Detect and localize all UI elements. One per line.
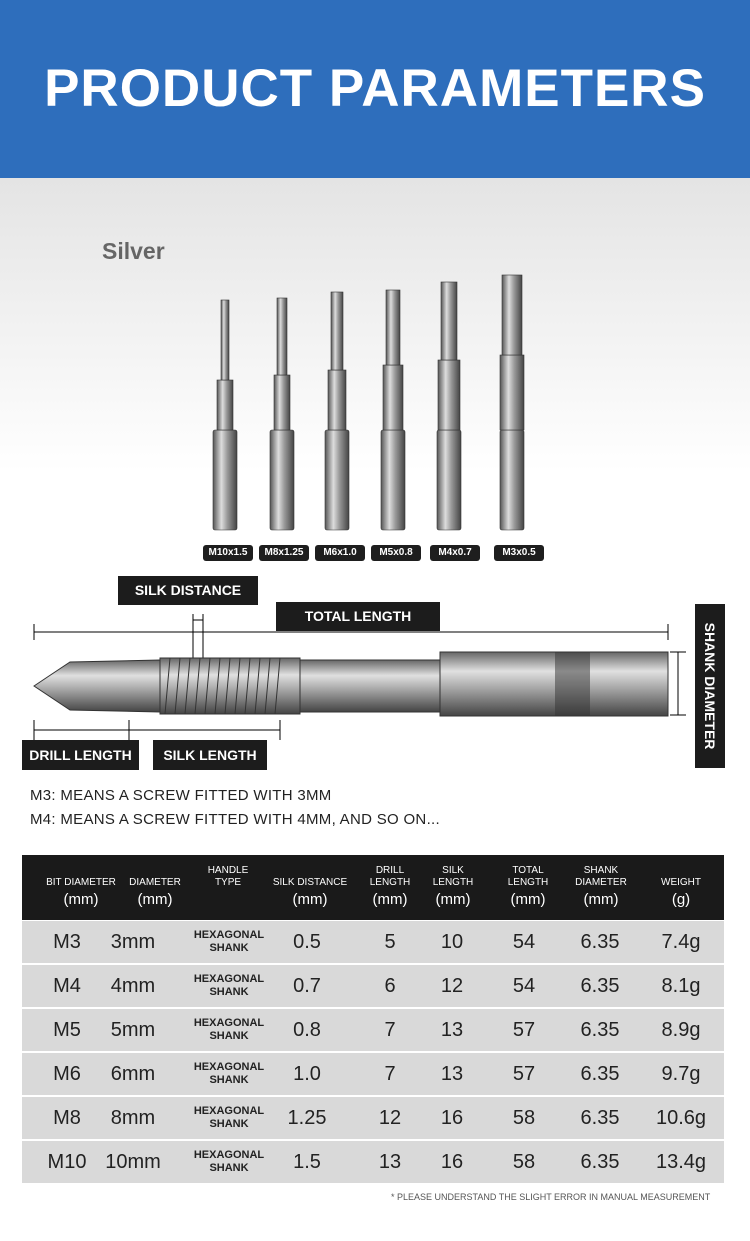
cell-silk-length: 12	[440, 975, 464, 997]
cell-total-length: 54	[512, 931, 536, 953]
cell-diameter: 4mm	[110, 975, 156, 997]
bit-m4	[437, 282, 461, 530]
cell-bit-diameter: M8	[53, 1107, 81, 1129]
bit-m8	[270, 298, 294, 530]
size-label-m10: M10x1.5	[203, 545, 253, 561]
cell-shank-diameter: 6.35	[580, 1019, 620, 1041]
shank-section	[300, 660, 440, 712]
size-label-m5: M5x0.8	[371, 545, 421, 561]
silk-distance-label: SILK DISTANCE	[118, 576, 258, 605]
cell-total-length: 54	[512, 975, 536, 997]
cell-bit-diameter: M3	[53, 931, 81, 953]
table-row	[22, 1053, 724, 1096]
bit-m3	[500, 275, 524, 530]
cell-weight: 8.1g	[661, 975, 701, 997]
header-handle-type: HANDLE TYPE	[207, 865, 249, 888]
measurement-footnote: * PLEASE UNDERSTAND THE SLIGHT ERROR IN MANUAL MEASUREMENT	[391, 1192, 711, 1202]
drill-tip	[34, 660, 160, 712]
cell-silk-length: 13	[440, 1063, 464, 1085]
cell-shank-diameter: 6.35	[580, 1063, 620, 1085]
size-label-m4: M4x0.7	[430, 545, 480, 561]
drill-length-label: DRILL LENGTH	[22, 740, 139, 770]
cell-silk-distance: 1.0	[293, 1063, 321, 1085]
cell-silk-distance: 0.8	[293, 1019, 321, 1041]
cell-diameter: 6mm	[110, 1063, 156, 1085]
cell-silk-distance: 1.25	[287, 1107, 327, 1129]
cell-silk-distance: 0.5	[293, 931, 321, 953]
cell-bit-diameter: M6	[53, 1063, 81, 1085]
cell-total-length: 58	[512, 1107, 536, 1129]
cell-drill-length: 13	[378, 1151, 402, 1173]
table-header	[22, 855, 724, 920]
table-row	[22, 921, 724, 964]
cell-weight: 9.7g	[661, 1063, 701, 1085]
header-diameter: DIAMETER (mm)	[129, 877, 181, 908]
cell-handle-type: HEXAGONAL SHANK	[193, 929, 265, 954]
cell-total-length: 58	[512, 1151, 536, 1173]
cell-silk-length: 10	[440, 931, 464, 953]
cell-handle-type: HEXAGONAL SHANK	[193, 973, 265, 998]
cell-diameter: 3mm	[110, 931, 156, 953]
cell-shank-diameter: 6.35	[580, 931, 620, 953]
cell-diameter: 10mm	[105, 1151, 161, 1173]
page-title: PRODUCT PARAMETERS	[44, 59, 706, 118]
cell-silk-length: 16	[440, 1107, 464, 1129]
size-label-m6: M6x1.0	[315, 545, 365, 561]
cell-drill-length: 7	[384, 1063, 396, 1085]
header-silk-length: SILK LENGTH (mm)	[432, 865, 474, 908]
cell-shank-diameter: 6.35	[580, 975, 620, 997]
cell-silk-length: 13	[440, 1019, 464, 1041]
bit-m10	[213, 300, 237, 530]
cell-bit-diameter: M5	[53, 1019, 81, 1041]
cell-diameter: 8mm	[110, 1107, 156, 1129]
cell-drill-length: 7	[384, 1019, 396, 1041]
parameters-table	[22, 855, 724, 1184]
header-silk-distance: SILK DISTANCE (mm)	[272, 877, 348, 908]
cell-handle-type: HEXAGONAL SHANK	[193, 1017, 265, 1042]
bit-m5	[381, 290, 405, 530]
total-length-label: TOTAL LENGTH	[276, 602, 440, 631]
header-drill-length: DRILL LENGTH (mm)	[369, 865, 411, 908]
size-label-m3: M3x0.5	[494, 545, 544, 561]
note-m3: M3: MEANS A SCREW FITTED WITH 3MM	[30, 787, 332, 804]
cell-handle-type: HEXAGONAL SHANK	[193, 1061, 265, 1086]
cell-shank-diameter: 6.35	[580, 1107, 620, 1129]
cell-bit-diameter: M4	[53, 975, 81, 997]
cell-weight: 7.4g	[661, 931, 701, 953]
cell-silk-distance: 0.7	[293, 975, 321, 997]
cell-weight: 8.9g	[661, 1019, 701, 1041]
table-row	[22, 1141, 724, 1184]
header-total-length: TOTAL LENGTH (mm)	[507, 865, 549, 908]
cell-shank-diameter: 6.35	[580, 1151, 620, 1173]
cell-drill-length: 12	[378, 1107, 402, 1129]
cell-silk-length: 16	[440, 1151, 464, 1173]
table-row	[22, 1009, 724, 1052]
drill-bits-image	[195, 270, 555, 540]
size-label-m8: M8x1.25	[259, 545, 309, 561]
cell-weight: 10.6g	[655, 1107, 707, 1129]
cell-total-length: 57	[512, 1019, 536, 1041]
cell-weight: 13.4g	[655, 1151, 707, 1173]
hex-shank	[440, 652, 668, 716]
cell-bit-diameter: M10	[47, 1151, 87, 1173]
table-row	[22, 965, 724, 1008]
bit-m6	[325, 292, 349, 530]
cell-drill-length: 5	[384, 931, 396, 953]
header-banner	[0, 0, 750, 178]
header-bit-diameter: BIT DIAMETER (mm)	[46, 877, 116, 908]
header-weight: WEIGHT (g)	[661, 877, 701, 908]
cell-drill-length: 6	[384, 975, 396, 997]
cell-handle-type: HEXAGONAL SHANK	[193, 1105, 265, 1130]
header-shank-diameter: SHANK DIAMETER (mm)	[575, 865, 627, 908]
cell-diameter: 5mm	[110, 1019, 156, 1041]
shank-diameter-label: SHANK DIAMETER	[695, 604, 725, 768]
silk-length-label: SILK LENGTH	[153, 740, 267, 770]
table-row	[22, 1097, 724, 1140]
cell-total-length: 57	[512, 1063, 536, 1085]
cell-handle-type: HEXAGONAL SHANK	[193, 1149, 265, 1174]
cell-silk-distance: 1.5	[293, 1151, 321, 1173]
note-m4: M4: MEANS A SCREW FITTED WITH 4MM, AND SO ON...	[30, 811, 440, 828]
color-variant-label: Silver	[102, 238, 165, 264]
